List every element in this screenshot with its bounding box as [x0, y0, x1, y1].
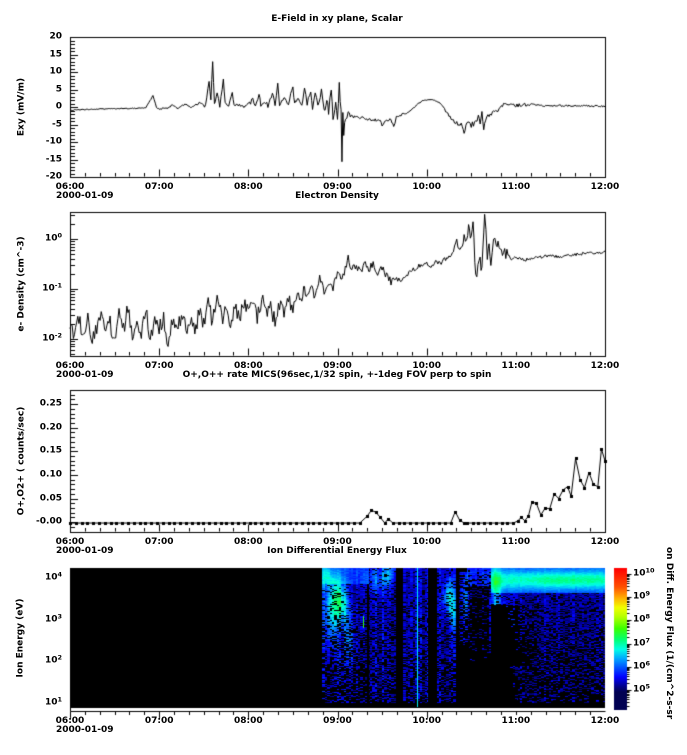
- x-tick-label: 12:00: [590, 716, 620, 726]
- x-tick-label: 06:00: [55, 716, 85, 726]
- x-tick-label: 06:00: [55, 537, 85, 547]
- x-tick-label: 07:00: [144, 537, 174, 547]
- panel-efield-title: E-Field in xy plane, Scalar: [271, 14, 403, 24]
- colorbar-tick-label: $10^9$: [633, 589, 651, 602]
- x-tick-label: 09:00: [323, 182, 352, 192]
- x-tick-label: 07:00: [144, 361, 174, 371]
- x-tick-label: 07:00: [144, 182, 174, 192]
- x-tick-label: 11:00: [501, 182, 531, 192]
- colorbar-tick-label: $10^5$: [633, 682, 651, 695]
- x-tick-label: 08:00: [234, 361, 263, 371]
- y-tick-label: 0.05: [39, 493, 62, 503]
- x-tick-label: 12:00: [590, 182, 620, 192]
- x-tick-label: 09:00: [323, 537, 352, 547]
- panel-ion-flux-date-label: 2000-01-09: [56, 725, 114, 735]
- y-tick-label: 0.25: [39, 398, 62, 409]
- y-tick-label: 10: [49, 66, 62, 77]
- y-tick-label: $10^4$: [44, 570, 62, 583]
- y-tick-label: 20: [49, 31, 62, 42]
- x-tick-label: 12:00: [590, 361, 620, 371]
- x-tick-label: 10:00: [412, 716, 441, 726]
- x-tick-label: 07:00: [144, 716, 174, 726]
- colorbar-tick-label: $10^7$: [633, 636, 651, 649]
- y-tick-label: -10: [45, 136, 62, 147]
- y-tick-label: -15: [45, 154, 62, 164]
- y-tick-label: $10^{-2}$: [42, 331, 62, 344]
- y-tick-label: -5: [52, 119, 62, 129]
- y-tick-label: $10^3$: [44, 612, 62, 625]
- colorbar-tick-label: $10^{10}$: [633, 566, 655, 579]
- x-tick-label: 06:00: [55, 182, 85, 192]
- y-tick-label: 0: [55, 101, 62, 112]
- y-tick-label: $10^0$: [44, 231, 62, 244]
- x-tick-label: 09:00: [323, 361, 352, 371]
- y-tick-label: $10^2$: [44, 653, 62, 666]
- panel-ion-flux-title: Ion Differential Energy Flux: [267, 546, 407, 556]
- panel-o-ion-rate-date-label: 2000-01-09: [56, 546, 114, 556]
- panel-electron-density-ylabel: e- Density (cm^-3): [16, 236, 27, 332]
- panel-o-ion-rate-title: O+,O++ rate MICS(96sec,1/32 spin, +-1deg FOV perp to spin: [182, 370, 492, 380]
- y-tick-label: 0.15: [39, 445, 62, 456]
- x-tick-label: 08:00: [234, 182, 263, 192]
- x-tick-label: 11:00: [501, 537, 531, 547]
- colorbar-tick-label: $10^8$: [633, 612, 651, 625]
- x-tick-label: 10:00: [412, 361, 441, 371]
- x-tick-label: 09:00: [323, 716, 352, 726]
- panel-electron-density-title: Electron Density: [295, 191, 379, 201]
- x-tick-label: 10:00: [412, 182, 441, 192]
- panel-o-ion-rate-ylabel: O+,O2+ ( counts/sec): [16, 406, 27, 516]
- panel-electron-density-date-label: 2000-01-09: [56, 370, 114, 380]
- panel-efield-ylabel: Exy (mV/m): [16, 77, 27, 137]
- y-tick-label: 5: [55, 84, 62, 94]
- x-tick-label: 11:00: [501, 361, 531, 371]
- x-tick-label: 08:00: [234, 537, 263, 547]
- x-tick-label: 10:00: [412, 537, 441, 547]
- y-tick-label: -20: [45, 171, 62, 182]
- y-tick-label: 15: [49, 49, 62, 59]
- panel-efield-date-label: 2000-01-09: [56, 191, 114, 201]
- x-tick-label: 11:00: [501, 716, 531, 726]
- colorbar-tick-label: $10^6$: [633, 659, 651, 672]
- colorbar-unit-label: on Diff. Energy Flux (1/(cm^2-s-sr: [664, 547, 674, 720]
- y-tick-label: $10^{-1}$: [42, 281, 62, 294]
- y-tick-label: 0.10: [39, 469, 62, 480]
- panel-ion-flux-ylabel: Ion Energy (eV): [15, 598, 26, 678]
- x-tick-label: 12:00: [590, 537, 620, 547]
- x-tick-label: 06:00: [55, 361, 85, 371]
- x-tick-label: 08:00: [234, 716, 263, 726]
- y-tick-label: -0.00: [36, 516, 62, 527]
- y-tick-label: $10^1$: [44, 695, 62, 708]
- y-tick-label: 0.20: [39, 422, 62, 433]
